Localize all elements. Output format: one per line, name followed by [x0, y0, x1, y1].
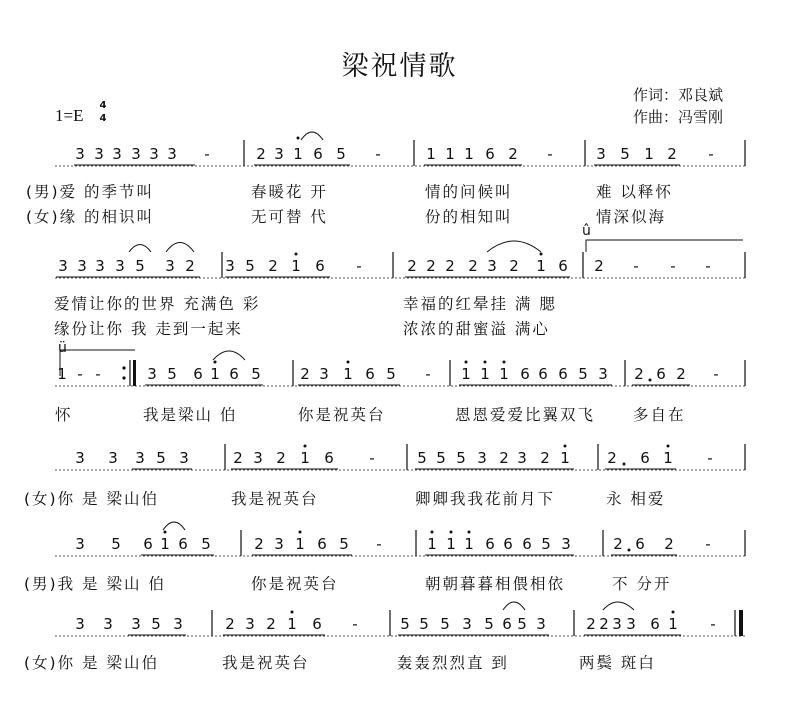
note: 2 — [634, 365, 644, 383]
note: 1 — [445, 145, 455, 163]
note: 2 — [599, 615, 609, 633]
lyric-text: 不 分开 — [612, 575, 672, 593]
lyric-text: 怀 — [55, 406, 73, 424]
note: 3 — [517, 449, 527, 467]
high-octave-dot — [484, 361, 487, 364]
note: 3 — [612, 615, 622, 633]
note: 1 — [426, 145, 436, 163]
lyric-text: (男)我 是 梁山 伯 — [24, 575, 166, 593]
note: 5 — [400, 615, 410, 633]
note: 2 — [586, 615, 596, 633]
note: 2 — [266, 615, 276, 633]
lyric-text: 多自在 — [633, 406, 686, 424]
dash-extension: - — [352, 615, 358, 633]
note: 1 — [295, 535, 305, 553]
note: 3 — [319, 365, 329, 383]
note: 6 — [558, 257, 568, 275]
note: 2 — [540, 449, 550, 467]
note: 2 — [268, 257, 278, 275]
high-octave-dot — [503, 361, 506, 364]
note: 5 — [336, 145, 346, 163]
note: 5 — [620, 145, 630, 163]
note: 5 — [517, 615, 527, 633]
dotted-note-dot — [623, 463, 626, 466]
note: 3 — [112, 145, 122, 163]
note: 5 — [111, 535, 121, 553]
volta-2-label: ü — [58, 340, 67, 356]
volta-1-bracket — [586, 240, 743, 252]
lyric-text: (女)缘 的相识叫 — [26, 208, 155, 226]
high-octave-dot — [465, 361, 468, 364]
note: 3 — [165, 257, 175, 275]
lyric-text: 春暖花 开 — [251, 183, 328, 201]
note: 5 — [151, 615, 161, 633]
dash-extension: - — [670, 257, 676, 275]
note: 5 — [339, 535, 349, 553]
note: 6 — [324, 449, 334, 467]
note: 2 — [607, 449, 617, 467]
note: 2 — [407, 257, 417, 275]
slur — [213, 351, 245, 360]
lyric-text: 你是祝英台 — [251, 575, 339, 593]
note: 2 — [233, 449, 243, 467]
note: 3 — [536, 615, 546, 633]
note: 3 — [131, 615, 141, 633]
note: 3 — [626, 615, 636, 633]
note: 5 — [245, 257, 255, 275]
lyric-text: 我是祝英台 — [231, 490, 319, 508]
note: 2 — [225, 615, 235, 633]
note: 3 — [598, 365, 608, 383]
lyric-text: 轰轰烈烈直 到 — [397, 654, 509, 672]
note: 1 — [57, 365, 67, 383]
note: 1 — [464, 535, 474, 553]
dash-extension: - — [705, 257, 711, 275]
note: 3 — [131, 145, 141, 163]
note: 3 — [487, 257, 497, 275]
note: 2 — [664, 535, 674, 553]
note: 6 — [538, 365, 548, 383]
time-signature-top: 4 — [99, 100, 107, 111]
dash-extension: - — [376, 535, 382, 553]
repeat-dot — [122, 366, 125, 369]
lyric-text: 恩恩爱爱比翼双飞 — [455, 406, 596, 424]
note: 2 — [509, 257, 519, 275]
high-octave-dot — [295, 253, 298, 256]
note: 6 — [143, 535, 153, 553]
note: 3 — [75, 145, 85, 163]
dash-extension: - — [425, 365, 431, 383]
note: 2 — [468, 257, 478, 275]
note: 3 — [477, 449, 487, 467]
note: 1 — [160, 535, 170, 553]
lyric-text: 永 相爱 — [606, 490, 666, 508]
note: 2 — [594, 257, 604, 275]
note: 2 — [256, 145, 266, 163]
note: 1 — [464, 145, 474, 163]
note: 3 — [108, 449, 118, 467]
lyricist-credit: 作词：邓良斌 — [633, 86, 724, 104]
note: 5 — [251, 365, 261, 383]
note: 5 — [419, 615, 429, 633]
note: 1 — [663, 449, 673, 467]
note: 3 — [253, 449, 263, 467]
note: 3 — [103, 615, 113, 633]
note: 6 — [503, 535, 513, 553]
dash-extension: - — [710, 615, 716, 633]
high-octave-dot — [540, 253, 543, 256]
note: 6 — [635, 535, 645, 553]
slur — [487, 241, 541, 252]
note: 6 — [520, 365, 530, 383]
note: 6 — [229, 365, 239, 383]
note: 2 — [667, 145, 677, 163]
note: 3 — [75, 615, 85, 633]
slur — [301, 132, 323, 140]
note: 5 — [386, 365, 396, 383]
note: 6 — [313, 145, 323, 163]
note: 3 — [135, 449, 145, 467]
note: 6 — [315, 257, 325, 275]
lyric-text: 两鬓 斑白 — [579, 654, 656, 672]
note: 5 — [484, 615, 494, 633]
dash-extension: - — [95, 365, 101, 383]
slur — [166, 243, 194, 253]
song-title: 梁祝情歌 — [341, 51, 458, 82]
dotted-note-dot — [649, 379, 652, 382]
dash-extension: - — [708, 145, 714, 163]
repeat-dot — [122, 376, 125, 379]
note: 6 — [502, 615, 512, 633]
note: 2 — [300, 365, 310, 383]
note: 1 — [210, 365, 220, 383]
dash-extension: - — [705, 535, 711, 553]
slur — [129, 245, 151, 253]
high-octave-dot — [164, 531, 167, 534]
note: 3 — [75, 449, 85, 467]
note: 2 — [185, 257, 195, 275]
note: 3 — [245, 615, 255, 633]
dash-extension: - — [633, 257, 639, 275]
note: 5 — [541, 535, 551, 553]
note: 3 — [179, 449, 189, 467]
note: 3 — [167, 145, 177, 163]
lyric-text: (女)你 是 梁山伯 — [24, 490, 159, 508]
lyric-text: 幸福的红晕挂 满 腮 — [403, 295, 557, 313]
note: 6 — [485, 145, 495, 163]
note: 1 — [644, 145, 654, 163]
note: 6 — [312, 615, 322, 633]
note: 2 — [254, 535, 264, 553]
slur — [503, 602, 525, 610]
note: 3 — [274, 535, 284, 553]
lyric-text: (男)爱 的季节叫 — [26, 183, 155, 201]
note: 2 — [445, 257, 455, 275]
note: 2 — [426, 257, 436, 275]
note: 3 — [94, 145, 104, 163]
note: 1 — [560, 449, 570, 467]
lyric-text: 无可替 代 — [251, 208, 328, 226]
note: 5 — [167, 365, 177, 383]
note: 6 — [365, 365, 375, 383]
high-octave-dot — [672, 611, 675, 614]
lyric-text: 浓浓的甜蜜溢 满心 — [403, 320, 550, 338]
note: 6 — [558, 365, 568, 383]
high-octave-dot — [347, 361, 350, 364]
volta-1-label: û — [582, 223, 591, 239]
lyric-text: (女)你 是 梁山伯 — [24, 654, 159, 672]
dash-extension: - — [369, 449, 375, 467]
note: 1 — [287, 615, 297, 633]
note: 1 — [480, 365, 490, 383]
note: 6 — [317, 535, 327, 553]
note: 6 — [656, 365, 666, 383]
lyric-text: 卿卿我我花前月下 — [415, 490, 556, 508]
lyric-text: 难 以释怀 — [596, 183, 673, 201]
lyric-text: 情的问候叫 — [425, 183, 513, 201]
note: 2 — [613, 535, 623, 553]
note: 6 — [193, 365, 203, 383]
high-octave-dot — [667, 445, 670, 448]
note: 1 — [536, 257, 546, 275]
note: 3 — [75, 535, 85, 553]
note: 1 — [343, 365, 353, 383]
lyric-text: 缘份让你 我 走到一起来 — [54, 320, 243, 338]
slur — [163, 522, 185, 530]
high-octave-dot — [291, 611, 294, 614]
note: 1 — [291, 257, 301, 275]
high-octave-dot — [214, 361, 217, 364]
high-octave-dot — [299, 531, 302, 534]
note: 6 — [522, 535, 532, 553]
key-signature: 1=E — [55, 106, 84, 125]
dash-extension: - — [356, 257, 362, 275]
composer-credit: 作曲：冯雪刚 — [633, 108, 724, 126]
note: 3 — [115, 257, 125, 275]
lyric-text: 我是祝英台 — [222, 654, 310, 672]
note: 3 — [274, 145, 284, 163]
note: 6 — [485, 535, 495, 553]
lyric-text: 爱情让你的世界 充满色 彩 — [54, 295, 261, 313]
note: 5 — [456, 449, 466, 467]
dash-extension: - — [204, 145, 210, 163]
note: 2 — [508, 145, 518, 163]
note: 1 — [446, 535, 456, 553]
dash-extension: - — [713, 365, 719, 383]
lyric-text: 份的相知叫 — [425, 208, 513, 226]
note: 1 — [293, 145, 303, 163]
slur — [603, 602, 634, 610]
note: 3 — [149, 145, 159, 163]
time-signature-bottom: 4 — [99, 113, 107, 124]
lyric-text: 情深似海 — [596, 208, 667, 226]
high-octave-dot — [304, 445, 307, 448]
note: 6 — [640, 449, 650, 467]
note: 2 — [276, 449, 286, 467]
note: 6 — [178, 535, 188, 553]
high-octave-dot — [431, 531, 434, 534]
note: 1 — [427, 535, 437, 553]
note: 1 — [499, 365, 509, 383]
note: 1 — [300, 449, 310, 467]
note: 5 — [436, 449, 446, 467]
note: 6 — [650, 615, 660, 633]
note: 3 — [147, 365, 157, 383]
high-octave-dot — [297, 137, 300, 140]
dash-extension: - — [707, 449, 713, 467]
note: 5 — [417, 449, 427, 467]
note: 2 — [499, 449, 509, 467]
note: 3 — [561, 535, 571, 553]
note: 5 — [201, 535, 211, 553]
note: 3 — [58, 257, 68, 275]
note: 5 — [578, 365, 588, 383]
note: 3 — [225, 257, 235, 275]
note: 2 — [676, 365, 686, 383]
lyric-text: 朝朝暮暮相偎相依 — [425, 575, 566, 593]
note: 3 — [462, 615, 472, 633]
high-octave-dot — [468, 531, 471, 534]
dash-extension: - — [547, 145, 553, 163]
note: 1 — [461, 365, 471, 383]
dash-extension: - — [77, 365, 83, 383]
dash-extension: - — [375, 145, 381, 163]
note: 5 — [440, 615, 450, 633]
final-barline-thick — [739, 610, 743, 636]
lyric-text: 我是梁山 伯 — [143, 406, 238, 424]
dotted-note-dot — [628, 549, 631, 552]
lyric-text: 你是祝英台 — [298, 406, 386, 424]
note: 3 — [173, 615, 183, 633]
high-octave-dot — [450, 531, 453, 534]
note: 3 — [95, 257, 105, 275]
note: 3 — [77, 257, 87, 275]
note: 1 — [668, 615, 678, 633]
repeat-barline-thick — [133, 360, 136, 386]
high-octave-dot — [564, 445, 567, 448]
note: 5 — [135, 257, 145, 275]
note: 5 — [156, 449, 166, 467]
note: 3 — [596, 145, 606, 163]
